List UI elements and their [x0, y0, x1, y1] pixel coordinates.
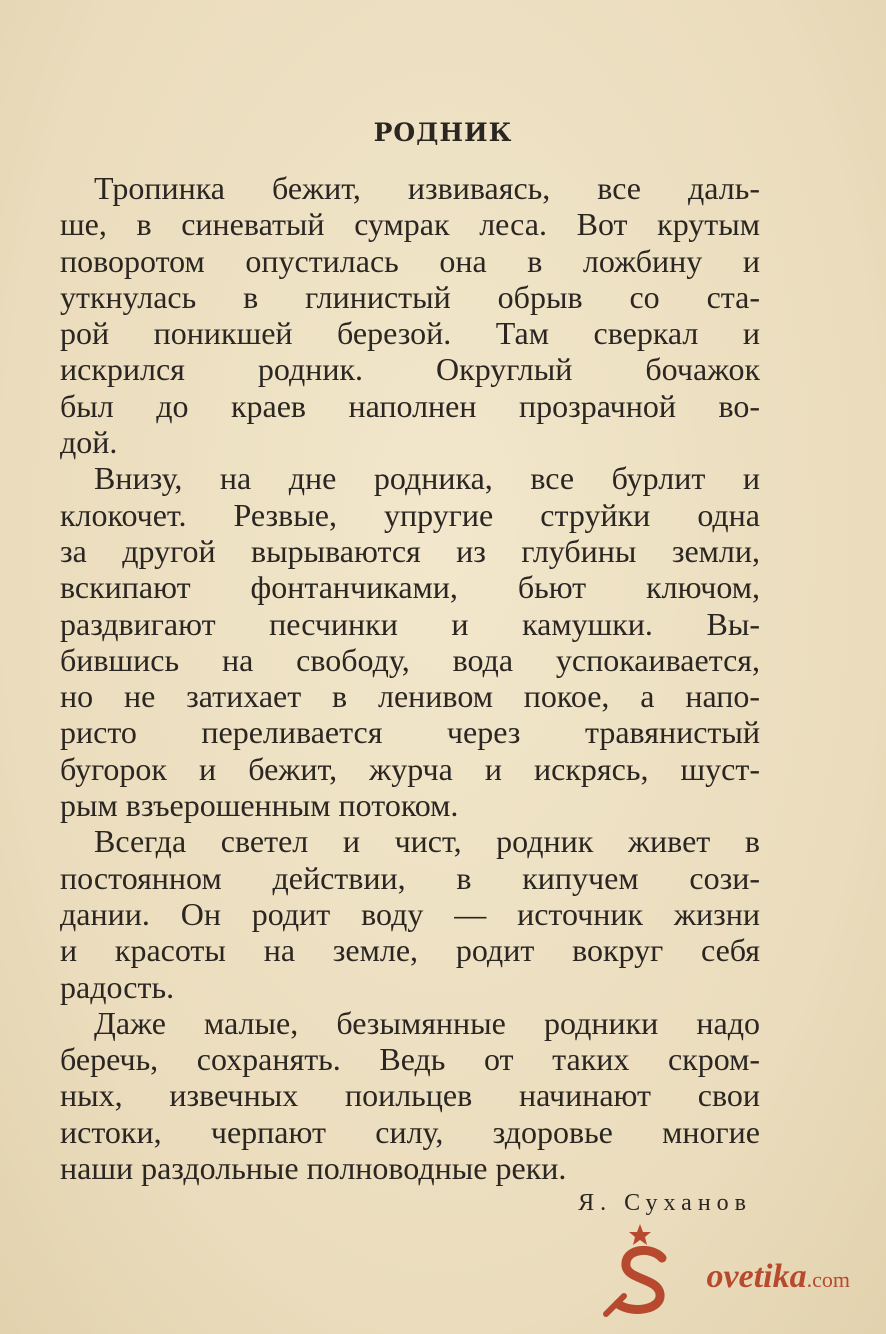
text-line: Внизу, на дне родника, все бурлит и [94, 460, 760, 497]
text-line: раздвигают песчинки и камушки. Вы- [60, 605, 760, 642]
text-line: Всегда светел и чист, родник живет в [94, 823, 760, 860]
text-line: радость. [60, 968, 175, 1005]
text-line: Даже малые, безымянные родники надо [94, 1004, 760, 1041]
watermark-name: ovetika [706, 1258, 807, 1295]
paragraph-3 [60, 823, 760, 1004]
text-line: но не затихает в ленивом покое, а напо- [60, 678, 760, 715]
text-line: наши раздольные полноводные реки. [60, 1150, 567, 1187]
text-line: бившись на свободу, вода успокаивается, [60, 641, 760, 678]
text-line: дании. Он родит воду — источник жизни [60, 895, 760, 932]
text-line: и красоты на земле, родит вокруг себя [60, 932, 760, 969]
story-text [60, 170, 760, 1186]
text-line: поворотом опустилась она в ложбину и [60, 242, 760, 279]
paragraph-2 [60, 460, 760, 823]
text-line: вскипают фонтанчиками, бьют ключом, [60, 569, 760, 606]
paragraph-4 [60, 1005, 760, 1186]
story-title: РОДНИК [373, 118, 513, 147]
text-line: дой. [60, 424, 118, 461]
text-line: был до краев наполнен прозрачной во- [60, 387, 760, 424]
watermark-domain: .com [806, 1267, 850, 1292]
text-line: уткнулась в глинистый обрыв со ста- [60, 278, 760, 315]
author-signature: Я. Суханов [578, 1190, 752, 1216]
text-line: искрился родник. Округлый бочажок [60, 351, 760, 388]
text-line: рым взъерошенным потоком. [60, 787, 459, 824]
sovetika-watermark[interactable] [600, 1222, 850, 1322]
text-line: ристо переливается через травянистый [60, 714, 760, 751]
text-line: Тропинка бежит, извиваясь, все даль- [94, 170, 760, 206]
hammer-sickle-s-icon [600, 1222, 690, 1322]
text-line: ше, в синеватый сумрак леса. Вот крутым [60, 206, 760, 243]
text-line: беречь, сохранять. Ведь от таких скром- [60, 1041, 760, 1078]
text-line: клокочет. Резвые, упругие струйки одна [60, 496, 760, 533]
text-line: постоянном действии, в кипучем сози- [60, 859, 760, 896]
text-line: бугорок и бежит, журча и искрясь, шуст- [60, 750, 760, 787]
text-line: за другой вырываются из глубины земли, [60, 532, 760, 569]
watermark-text [707, 1258, 850, 1296]
text-line: истоки, черпают силу, здоровье многие [60, 1113, 760, 1150]
text-line: ных, извечных поильцев начинают свои [60, 1077, 760, 1114]
paragraph-1 [60, 170, 760, 460]
text-line: рой поникшей березой. Там сверкал и [60, 315, 760, 352]
